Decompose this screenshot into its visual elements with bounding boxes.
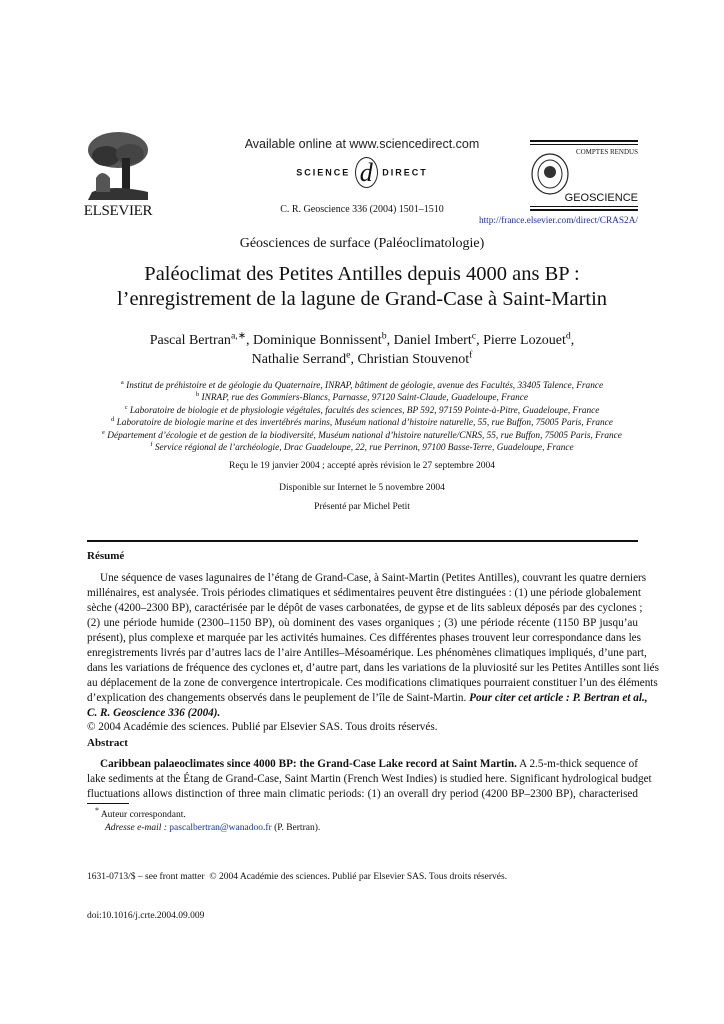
author[interactable]: Dominique Bonnissent$^b$ [252,330,387,348]
academy-seal-icon [530,152,570,196]
author[interactable]: Christian Stouvenot$^f$ [357,349,473,367]
affiliation: $^f$ Service régional de l’archéologie, Drac Guadeloupe, 22, rue Perrinon, 97100 Basse-Terre, Guadeloupe, France [150,440,574,454]
abstract-heading: Abstract [87,737,128,749]
publisher-name: ELSEVIER [83,203,153,219]
abstract-line: fluctuations allows distinction of three main climatic periods: (1) an overall dry period (4200 BP–2300 BP), characterised [87,788,638,800]
journal-reference: C. R. Geoscience 336 (2004) 1501–1510 [280,204,444,215]
cr-logo-bottom: GEOSCIENCE [564,192,638,204]
affiliation: $^b$ INRAP, rue des Gommiers-Blancs, Parnasse, 97120 Saint-Claude, Guadeloupe, France [195,391,529,404]
abstract-line: lake sediments at the Étang de Grand-Case, Saint Martin (French West Indies) is studied here. Significant hydrological budget [87,773,652,785]
cr-logo-top: COMPTES RENDUS [575,148,638,156]
resume-line: au déplacement de la zone de convergence intertropicale. Ces modifications climatiques pourraient constituer l’un des éléments [87,677,658,689]
email-suffix: (P. Bertran). [274,823,321,833]
corresponding-author: Auteur correspondant. [100,810,186,820]
affiliation: $^a$ Institut de préhistoire et de géologie du Quaternaire, INRAP, bâtiment de géologie, avenue des Facultés, 33405 Talence, France [120,378,604,391]
author[interactable]: Pierre Lozouet$^d$ [483,330,571,348]
title-line-2: l’enregistrement de la lagune de Grand-Case à Saint-Martin [116,288,608,310]
resume-line: Une séquence de vases lagunaires de l’étang de Grand-Case, à Saint-Martin (Petites Antilles), couvrant les quatre derniers [100,572,647,584]
title-line-1: Paléoclimat des Petites Antilles depuis 4000 ans BP : [144,263,580,285]
issn-line: 1631-0713/$ – see front matter © 2004 Académie des sciences. Publié par Elsevier SAS. Tous droits réservés. [87,872,508,882]
affiliation: $^d$ Laboratoire de biologie marine et des invertébrés marins, Muséum national d’histoire naturelle, 55, rue Buffon, 75005 Paris, France [111,416,613,429]
doi: doi:10.1016/j.crte.2004.09.009 [87,911,205,921]
footnote [95,805,321,835]
resume-line: (2) une période humide (2300–1150 BP), où dominent des vases organiques ; (3) une période récente (1150 BP jusqu’au [87,617,638,629]
resume-line: millénaires, est analysée. Trois périodes climatiques et sédimentaires peuvent être distinguées : (1) une période globalement [87,587,641,599]
header-rule [87,540,638,542]
footnote-mark: * [95,805,99,815]
citation-journal: C. R. Geoscience 336 (2004). [87,707,221,719]
affiliations [0,380,724,454]
sd-logo-science: SCIENCE [296,167,351,178]
abstract-line: Caribbean palaeoclimates since 4000 BP: the Grand-Case Lake record at Saint Martin. A 2.5-m-thick sequence of [100,758,638,770]
author[interactable]: Daniel Imbert$^c$ [393,330,477,348]
paper-title [0,262,724,312]
author-list: Pascal Bertran$^{a,∗}$, Dominique Bonnissent$^b$, Daniel Imbert$^c$, Pierre Lozouet$^d$, Nathalie Serrand$^e$, Christian Stouvenot$^f$ [149,330,575,367]
available-online: Available online at www.sciencedirect.com [244,137,480,151]
email-link[interactable]: pascalbertran@wanadoo.fr [169,823,272,833]
presented-by: Présenté par Michel Petit [314,502,410,512]
sd-at-icon: d [355,157,378,188]
email-label: Adresse e-mail : [105,823,167,833]
resume-line: présent), plus complexe et marquée par les activités humaines. Ces différentes phases trouvent leur correspondance dans les [87,632,642,644]
resume-heading: Résumé [87,550,125,562]
online-date: Disponible sur Internet le 5 novembre 2004 [279,483,445,493]
resume-line: dans les variations de fréquence des cyclones et, d’autre part, dans les variations de la pluviosité sur les Petites Antilles sont liés [87,662,659,674]
affiliation: $^c$ Laboratoire de biologie et de physiologie végétales, facultés des sciences, BP 592, 97159 Pointe-à-Pitre, Guadeloupe, France [124,403,600,416]
author[interactable]: Pascal Bertran$^{a,∗}$ [149,330,246,348]
journal-url-link[interactable]: http://france.elsevier.com/direct/CRAS2A/ [478,216,638,226]
affiliation: $^e$ Département d’écologie et de gestion de la biodiversité, Muséum national d’histoire naturelle/CNRS, 55, rue Buffon, 75005 Paris, France [102,428,622,441]
footnote-rule [87,803,129,804]
abstract-title: Caribbean palaeoclimates since 4000 BP: the Grand-Case Lake record at Saint Martin. [100,758,517,770]
citation: Pour citer cet article : P. Bertran et al., [469,692,648,704]
author[interactable]: Nathalie Serrand$^e$ [251,349,351,367]
footer [87,845,507,936]
resume-line: d’explication des changements observés dans le peuplement de l’île de Saint-Martin. Pour citer cet article : P. Bertran et al., [87,692,648,704]
resume-copyright: © 2004 Académie des sciences. Publié par Elsevier SAS. Tous droits réservés. [87,721,438,733]
section-heading: Géosciences de surface (Paléoclimatologie) [239,236,485,251]
comptes-rendus-logo [530,140,638,212]
received-date: Reçu le 19 janvier 2004 ; accepté après révision le 27 septembre 2004 [229,461,495,471]
resume-line: sèche (4200–2300 BP), caractérisée par le dépôt de vases carbonatées, de gypse et de lits sableux déposés par des cyclones ; [87,602,643,614]
sd-logo-direct: DIRECT [382,167,428,178]
resume-line: enregistrements livrés par d’autres lacs de l’aire Antilles–Mésoamérique. Les phénomènes climatiques impliqués, d’une part, [87,647,647,659]
